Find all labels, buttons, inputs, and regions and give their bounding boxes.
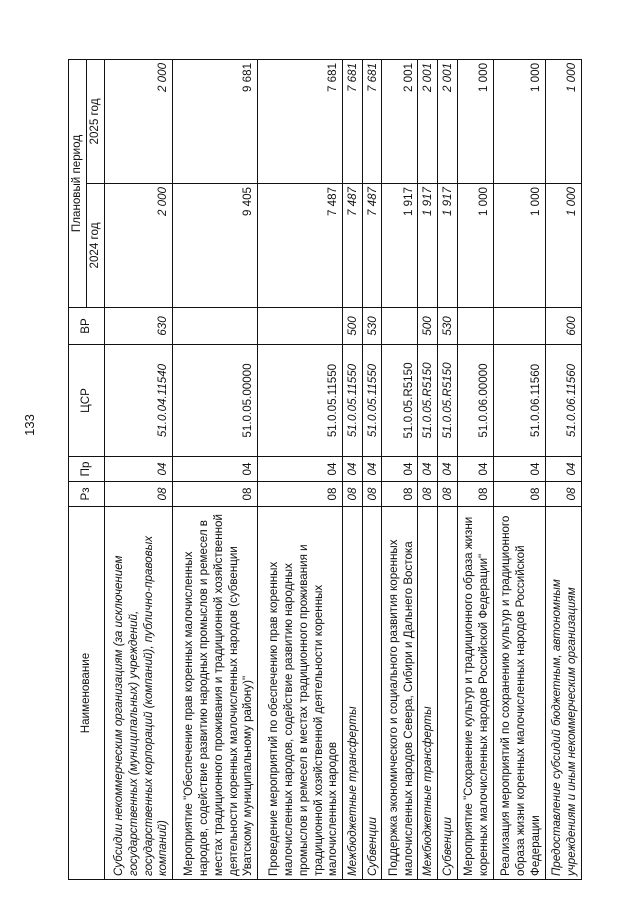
cell-2025: 2 001 xyxy=(438,59,458,183)
cell-2025: 9 681 xyxy=(173,59,258,183)
cell-csr: 51.0.05.11550 xyxy=(362,345,382,457)
table-row xyxy=(418,59,438,879)
table-row xyxy=(545,59,581,879)
header-name: Наименование xyxy=(69,507,105,880)
cell-name: Межбюджетные трансферты xyxy=(343,507,363,880)
cell-2024: 1 917 xyxy=(382,184,418,308)
cell-pr: 04 xyxy=(343,457,363,482)
cell-2024: 7 487 xyxy=(343,184,363,308)
cell-name: Субсидии некоммерческим организациям (за исключением государственных (муниципальных) учреждений, государственных корпораций (компаний), публично-правовых компаний) xyxy=(104,507,173,880)
cell-name: Реализация мероприятий по сохранению культур и традиционного образа жизни коренных малочисленных народов Российской Федерации xyxy=(493,507,545,880)
header-pr: Пр xyxy=(69,457,105,482)
cell-csr: 51.0.05.11550 xyxy=(343,345,363,457)
cell-vr: 600 xyxy=(545,308,581,345)
cell-csr: 51.0.06.11560 xyxy=(545,345,581,457)
table-body xyxy=(104,59,581,879)
cell-pr: 04 xyxy=(362,457,382,482)
cell-rz: 08 xyxy=(343,482,363,507)
cell-2025: 7 681 xyxy=(343,59,363,183)
table-row xyxy=(493,59,545,879)
header-csr: ЦСР xyxy=(69,345,105,457)
budget-table-sheet xyxy=(68,60,582,880)
cell-2025: 2 001 xyxy=(382,59,418,183)
table-row xyxy=(173,59,258,879)
cell-name: Субвенции xyxy=(438,507,458,880)
table-row xyxy=(343,59,363,879)
cell-2024: 7 487 xyxy=(258,184,343,308)
cell-2025: 1 000 xyxy=(545,59,581,183)
cell-2024: 1 000 xyxy=(493,184,545,308)
cell-2024: 1 000 xyxy=(457,184,493,308)
cell-csr: 51.0.06.00000 xyxy=(457,345,493,457)
cell-2024: 1 917 xyxy=(438,184,458,308)
page-number: 133 xyxy=(22,414,37,436)
cell-name: Мероприятие "Сохранение культур и традиционного образа жизни коренных малочисленных народов Российской Федерации" xyxy=(457,507,493,880)
cell-csr: 51.0.04.11540 xyxy=(104,345,173,457)
cell-csr: 51.0.05.R5150 xyxy=(418,345,438,457)
cell-rz: 08 xyxy=(545,482,581,507)
cell-2024: 1 000 xyxy=(545,184,581,308)
cell-csr: 51.0.05.00000 xyxy=(173,345,258,457)
cell-rz: 08 xyxy=(457,482,493,507)
budget-table xyxy=(68,59,582,880)
cell-2025: 1 000 xyxy=(457,59,493,183)
cell-pr: 04 xyxy=(258,457,343,482)
cell-vr: 530 xyxy=(362,308,382,345)
cell-name: Проведение мероприятий по обеспечению прав коренных малочисленных народов, содействие развитию народных промыслов и ремесел в местах традиционного проживания и традиционной хозяйственной деятельности коренных малочисленных народов xyxy=(258,507,343,880)
cell-rz: 08 xyxy=(418,482,438,507)
header-vr: ВР xyxy=(69,308,105,345)
cell-rz: 08 xyxy=(362,482,382,507)
cell-pr: 04 xyxy=(545,457,581,482)
cell-2024: 7 487 xyxy=(362,184,382,308)
cell-csr: 51.0.06.11560 xyxy=(493,345,545,457)
cell-name: Предоставление субсидий бюджетным, автономным учреждениям и иным некоммерческим организациям xyxy=(545,507,581,880)
cell-pr: 04 xyxy=(418,457,438,482)
cell-2024: 2 000 xyxy=(104,184,173,308)
cell-rz: 08 xyxy=(258,482,343,507)
cell-name: Поддержка экономического и социального развития коренных малочисленных народов Севера, Сибири и Дальнего Востока xyxy=(382,507,418,880)
cell-csr: 51.0.05.R5150 xyxy=(382,345,418,457)
cell-vr xyxy=(258,308,343,345)
cell-rz: 08 xyxy=(382,482,418,507)
cell-vr: 500 xyxy=(343,308,363,345)
cell-pr: 04 xyxy=(493,457,545,482)
cell-csr: 51.0.05.R5150 xyxy=(438,345,458,457)
cell-2024: 9 405 xyxy=(173,184,258,308)
header-year-2025: 2025 год xyxy=(86,59,104,183)
cell-name: Субвенции xyxy=(362,507,382,880)
table-row xyxy=(258,59,343,879)
cell-rz: 08 xyxy=(104,482,173,507)
table-row xyxy=(438,59,458,879)
table-row xyxy=(362,59,382,879)
header-year-2024: 2024 год xyxy=(86,184,104,308)
header-rz: Рз xyxy=(69,482,105,507)
cell-vr xyxy=(457,308,493,345)
table-row xyxy=(382,59,418,879)
cell-vr xyxy=(173,308,258,345)
table-header xyxy=(69,59,105,879)
cell-pr: 04 xyxy=(457,457,493,482)
cell-vr: 530 xyxy=(438,308,458,345)
cell-pr: 04 xyxy=(173,457,258,482)
cell-name: Межбюджетные трансферты xyxy=(418,507,438,880)
cell-2025: 7 681 xyxy=(362,59,382,183)
cell-vr xyxy=(382,308,418,345)
cell-pr: 04 xyxy=(104,457,173,482)
header-planned-period: Плановый период xyxy=(69,59,87,307)
cell-2025: 2 000 xyxy=(104,59,173,183)
cell-pr: 04 xyxy=(438,457,458,482)
table-row xyxy=(104,59,173,879)
cell-rz: 08 xyxy=(173,482,258,507)
cell-vr: 500 xyxy=(418,308,438,345)
cell-2025: 1 000 xyxy=(493,59,545,183)
cell-2025: 7 681 xyxy=(258,59,343,183)
cell-name: Мероприятие "Обеспечение прав коренных малочисленных народов, содействие развитию народных промыслов и ремесел в местах традиционного проживания и традиционной хозяйственной деятельности коренных малочисленных народов (субвенции Уватскому муниципальному району)" xyxy=(173,507,258,880)
table-row xyxy=(457,59,493,879)
cell-pr: 04 xyxy=(382,457,418,482)
cell-rz: 08 xyxy=(438,482,458,507)
cell-2025: 2 001 xyxy=(418,59,438,183)
cell-vr xyxy=(493,308,545,345)
cell-vr: 630 xyxy=(104,308,173,345)
cell-2024: 1 917 xyxy=(418,184,438,308)
cell-csr: 51.0.05.11550 xyxy=(258,345,343,457)
cell-rz: 08 xyxy=(493,482,545,507)
